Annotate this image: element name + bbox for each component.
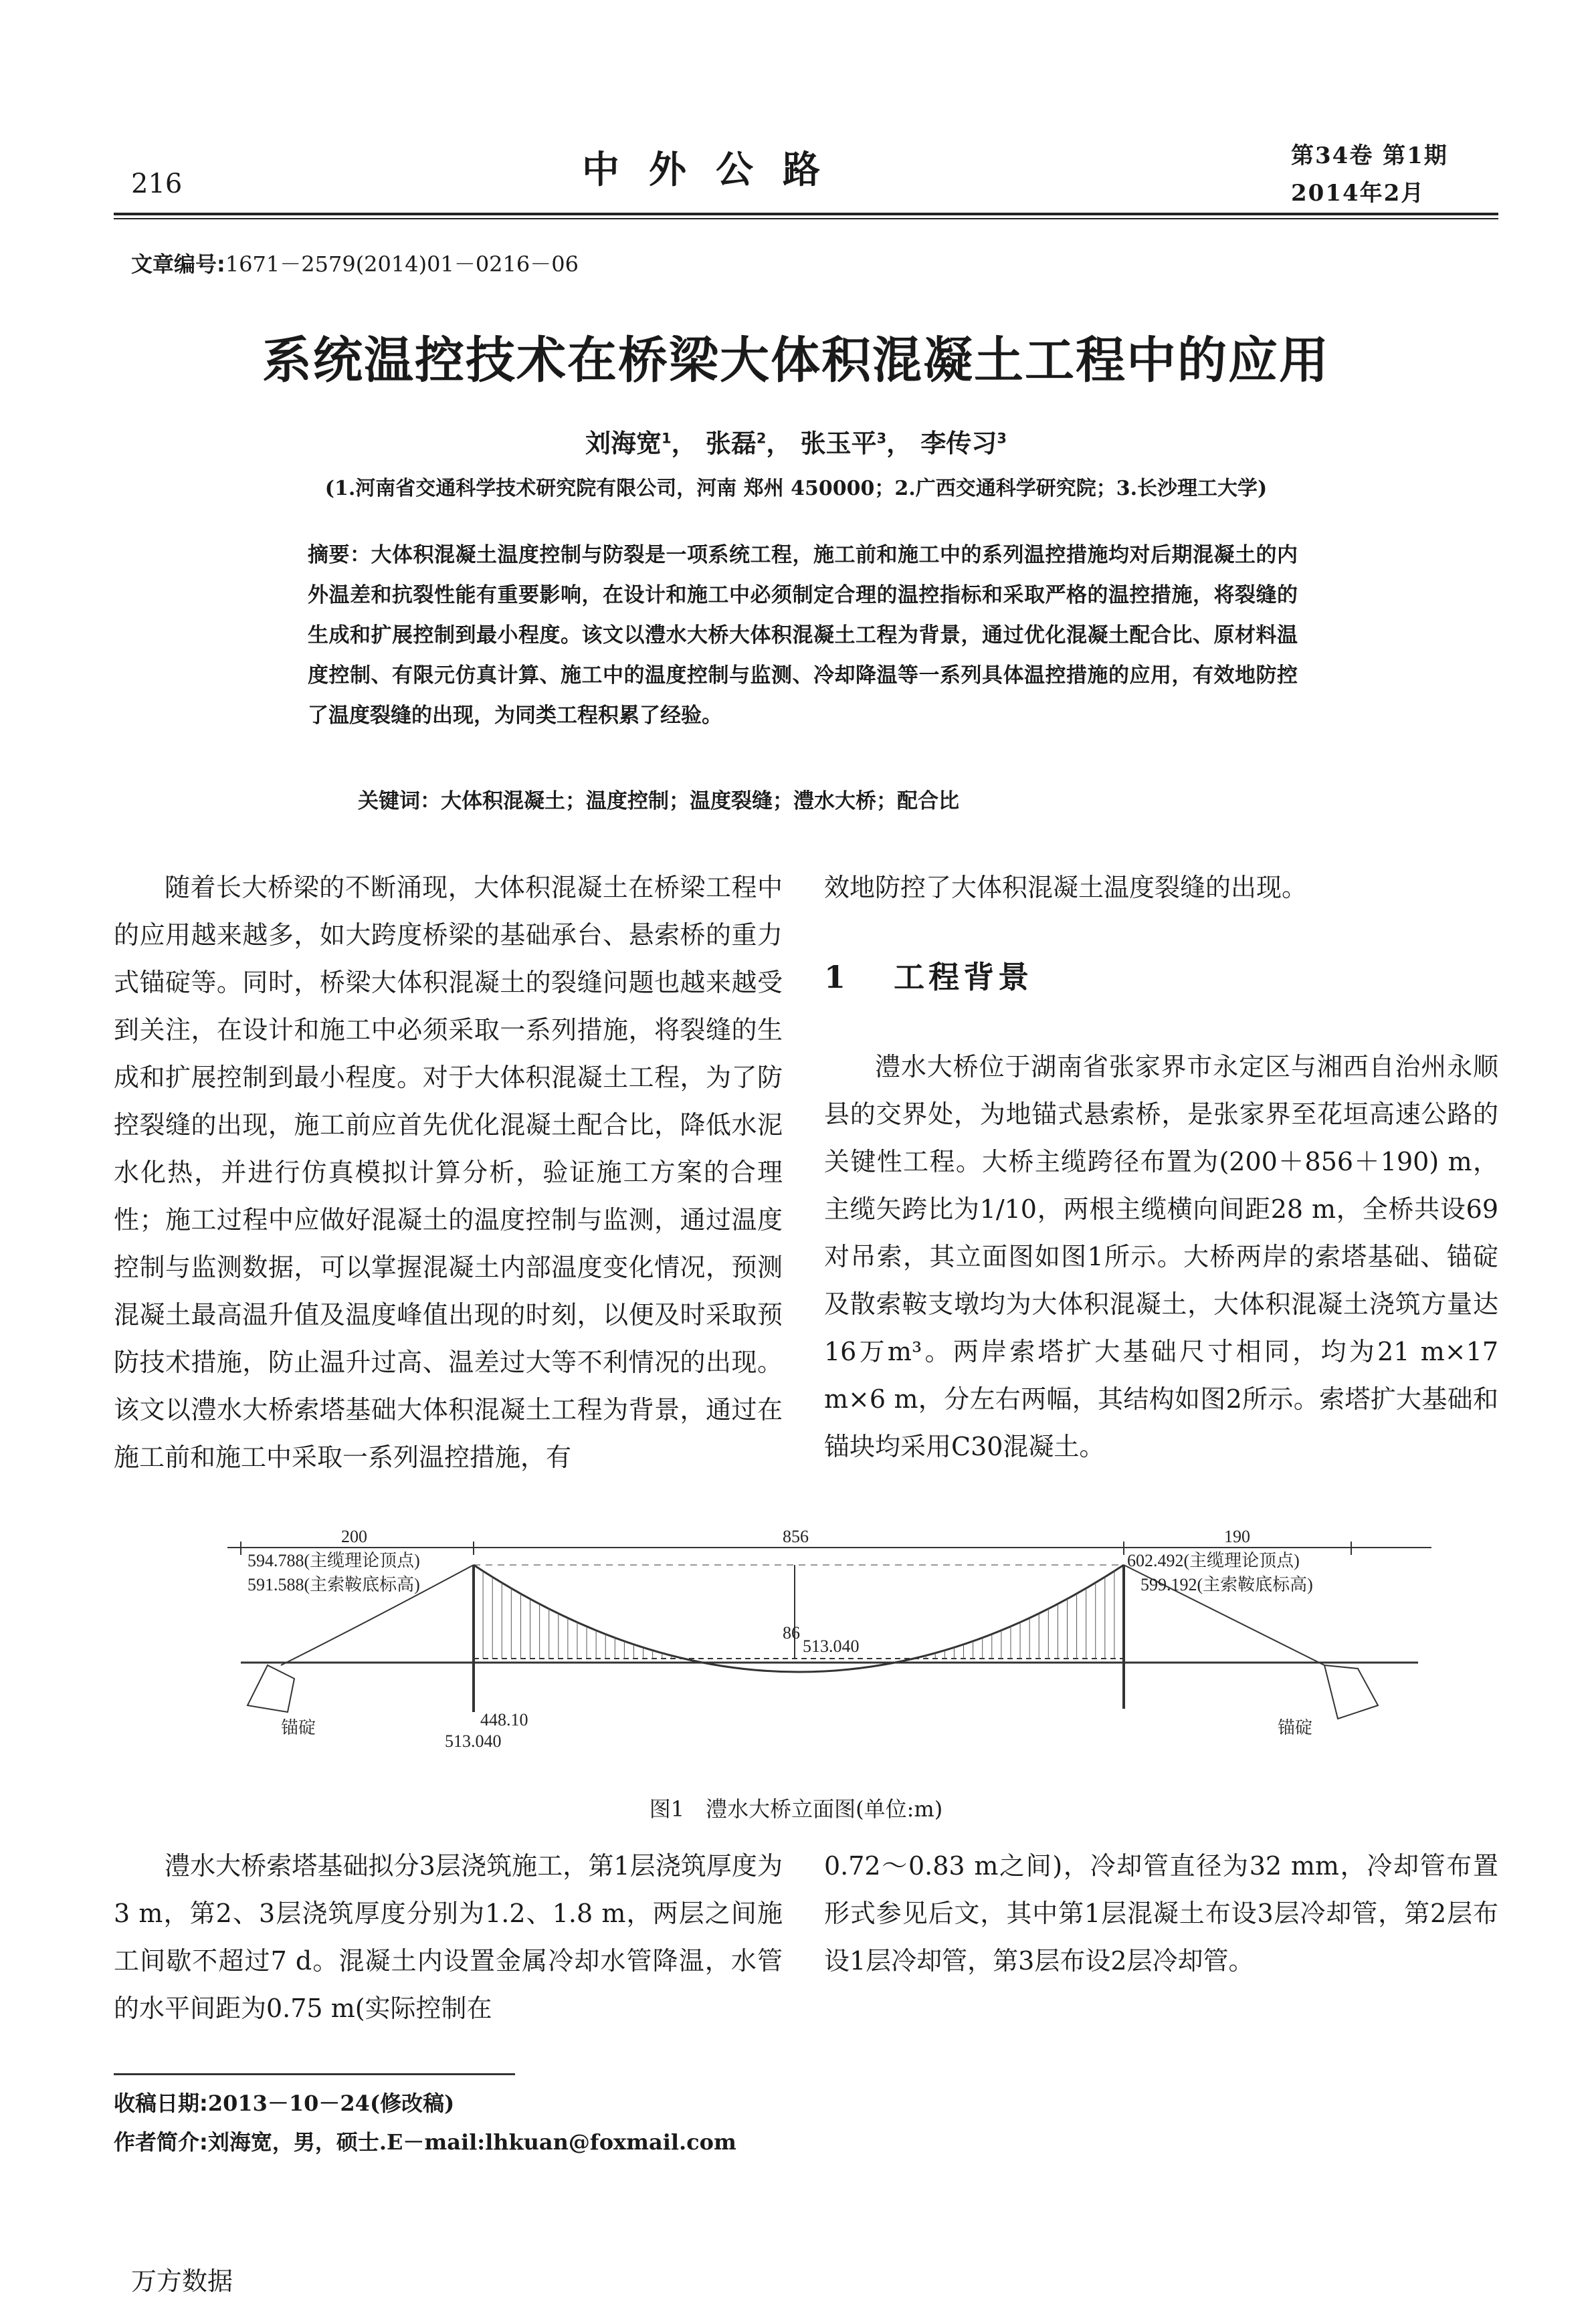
received-label: 收稿日期: [114,2091,208,2116]
author-bio-label: 作者简介: [114,2129,208,2155]
left-top-elev: 594.788(主缆理论顶点) [247,1551,420,1570]
anchor-right-label: 锚碇 [1278,1718,1313,1737]
author-sup: 3 [876,430,887,447]
author-sup: 3 [997,430,1007,447]
abstract-label: 摘要： [308,543,371,567]
paragraph-left: 澧水大桥索塔基础拟分3层浇筑施工，第1层浇筑厚度为3 m，第2、3层浇筑厚度分别为1.2、1.8 m，两层之间施工间歇不超过7 d。混凝土内设置金属冷却水管降温，水管的水平间距为0.75 m(实际控制在 [114,1851,783,2023]
author-name: 刘海宽 [585,429,662,458]
paragraph-right: 0.72～0.83 m之间)，冷却管直径为32 mm，冷却管布置形式参见后文，其中第1层混凝土布设3层冷却管，第2层布设1层冷却管，第3层布设2层冷却管。 [824,1851,1498,1976]
article-number-value: 1671－2579(2014)01－0216－06 [225,251,579,277]
intro-continuation: 效地防控了大体积混凝土温度裂缝的出现。 [824,873,1308,902]
bridge-elevation-figure [227,1525,1431,1752]
main-cable [474,1565,1124,1672]
abstract-text: 大体积混凝土温度控制与防裂是一项系统工程，施工前和施工中的系列温控措施均对后期混凝土的内外温差和抗裂性能有重要影响，在设计和施工中必须制定合理的温控指标和采取严格的温控措施，将裂缝的生成和扩展控制到最小程度。该文以澧水大桥大体积混凝土工程为背景，通过优化混凝土配合比、原材料温度控制、有限元仿真计算、施工中的温度控制与监测、冷却降温等一系列具体温控措施的应用，有效地防控了温度裂缝的出现，为同类工程积累了经验。 [308,543,1298,728]
span-main-label: 856 [783,1527,809,1546]
footnote-author [114,2125,736,2156]
section-heading [824,953,1033,997]
article-number-label: 文章编号: [131,251,225,277]
base-elev-label: 448.10 [480,1710,528,1729]
keywords [358,784,1348,814]
watermark: 万方数据 [131,2266,233,2296]
span-left-label: 200 [341,1527,367,1546]
issue-date: 2014年2月 [1291,180,1425,207]
left-saddle-elev: 591.588(主索鞍底标高) [247,1575,420,1594]
anchor-left-label: 锚碇 [281,1718,316,1737]
volume-info [1291,137,1448,212]
abstract [308,535,1298,736]
author-name: 张磊 [705,429,757,458]
sag-label: 86 [783,1623,800,1643]
author-bio: 刘海宽，男，硕士.E－mail:lhkuan@foxmail.com [207,2129,736,2155]
author-sup: 2 [756,430,767,447]
paper-title: 系统温控技术在桥梁大体积混凝土工程中的应用 [262,332,1330,389]
mid-elev-label: 513.040 [803,1636,860,1656]
span-right-label: 190 [1224,1527,1250,1546]
footnote-rule [114,2073,515,2075]
figure-caption: 图1 澧水大桥立面图(单位:m) [649,1796,943,1822]
journal-title: 中外公路 [582,148,850,192]
keywords-text: 大体积混凝土；温度控制；温度裂缝；澧水大桥；配合比 [441,789,959,813]
left-elev-label: 513.040 [445,1731,502,1751]
anchor-left-shape [247,1665,294,1712]
author-sup: 1 [662,430,672,447]
footnote-received [114,2087,454,2117]
section1-paragraph: 澧水大桥位于湖南省张家界市永定区与湘西自治州永顺县的交界处，为地锚式悬索桥，是张家界至花垣高速公路的关键性工程。大桥主缆跨径布置为(200＋856＋190) m，主缆矢跨比为1/10，两根主缆横向间距28 m，全桥共设69对吊索，其立面图如图1所示。大桥两岸的索塔基础、锚碇及散索鞍支墩均为大体积混凝土，大体积混凝土浇筑方量达16万m³。两岸索塔扩大基础尺寸相同，均为21 m×17 m×6 m，分左右两幅，其结构如图2所示。索塔扩大基础和锚块均采用C30混凝土。 [824,1052,1498,1461]
right-saddle-elev: 599.192(主索鞍底标高) [1140,1575,1313,1594]
intro-paragraph: 随着长大桥梁的不断涌现，大体积混凝土在桥梁工程中的应用越来越多，如大跨度桥梁的基础承台、悬索桥的重力式锚碇等。同时，桥梁大体积混凝土的裂缝问题也越来越受到关注，在设计和施工中必须采取一系列措施，将裂缝的生成和扩展控制到最小程度。对于大体积混凝土工程，为了防控裂缝的出现，施工前应首先优化混凝土配合比，降低水泥水化热，并进行仿真模拟计算分析，验证施工方案的合理性；施工过程中应做好混凝土的温度控制与监测，通过温度控制与监测数据，可以掌握混凝土内部温度变化情况，预测混凝土最高温升值及温度峰值出现的时刻，以便及时采取预防技术措施，防止温升过高、温差过大等不利情况的出现。该文以澧水大桥索塔基础大体积混凝土工程为背景，通过在施工前和施工中采取一系列温控措施，有 [114,873,783,1472]
volume-issue: 第34卷 第1期 [1291,142,1448,169]
affiliations: (1.河南省交通科学技术研究院有限公司，河南 郑州 450000；2.广西交通科学研究院；3.长沙理工大学) [324,477,1268,500]
header-rule-thin [114,218,1498,219]
received-date: 2013－10－24(修改稿) [207,2091,455,2116]
anchor-right-shape [1324,1665,1378,1719]
author-name: 李传习 [920,429,997,458]
section-number: 1 [824,959,850,995]
keywords-label: 关键词： [358,789,441,813]
page-number: 216 [131,169,183,199]
header-rule [114,213,1498,215]
article-number [131,247,579,278]
section-title: 工程背景 [894,959,1033,995]
author-name: 张玉平 [800,429,877,458]
right-top-elev: 602.492(主缆理论顶点) [1127,1551,1300,1570]
author-list: 刘海宽$^1$， 张磊$^2$， 张玉平$^3$， 李传习$^3$ [585,429,1007,458]
